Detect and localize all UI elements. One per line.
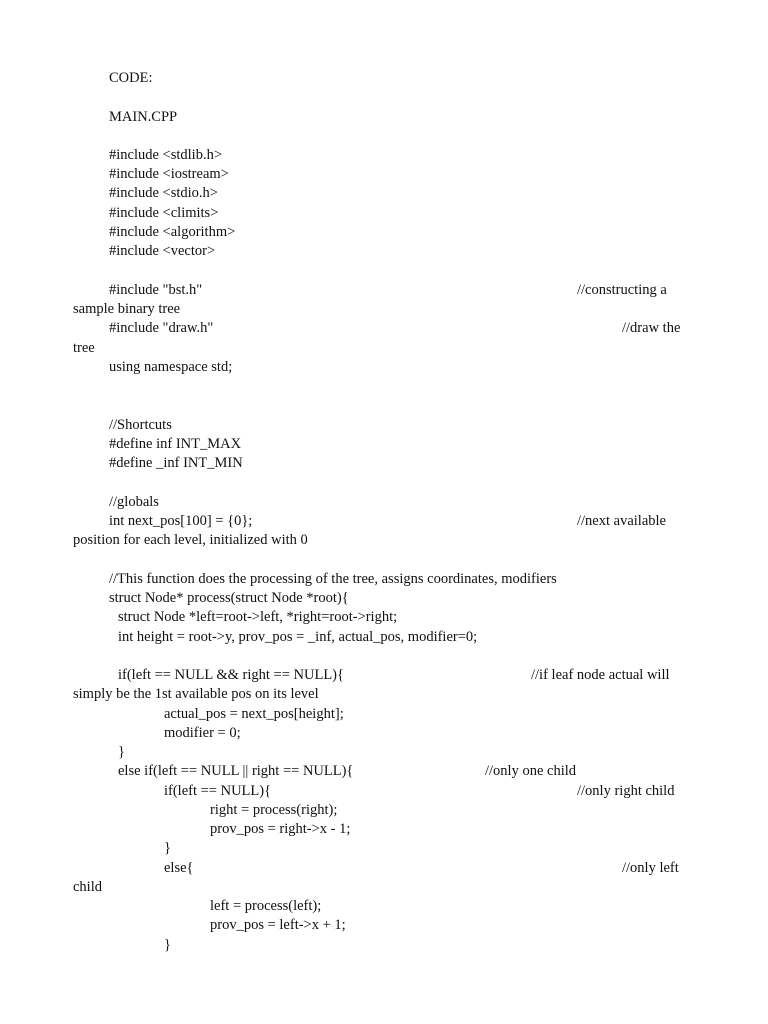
code-line: #define inf INT_MAX: [109, 436, 242, 452]
code-comment: //globals: [109, 494, 159, 510]
code-comment: //if leaf node actual will: [531, 667, 670, 683]
code-line: #include <iostream>: [109, 166, 229, 182]
code-line: #include <stdlib.h>: [109, 147, 223, 163]
code-line: else{: [164, 860, 194, 876]
code-line: actual_pos = next_pos[height];: [164, 706, 344, 722]
code-line: int next_pos[100] = {0};: [109, 513, 253, 529]
code-comment: //only right child: [577, 783, 675, 799]
code-comment-wrap: simply be the 1st available pos on its level: [73, 686, 319, 702]
code-line: left = process(left);: [210, 898, 322, 914]
code-line: #include <stdio.h>: [109, 185, 218, 201]
code-comment-wrap: tree: [73, 340, 95, 356]
code-line: else if(left == NULL || right == NULL){: [118, 763, 354, 779]
code-line: right = process(right);: [210, 802, 338, 818]
code-line: #include "bst.h": [109, 282, 203, 298]
code-line: #include <climits>: [109, 205, 219, 221]
code-line: #include <algorithm>: [109, 224, 236, 240]
code-line: modifier = 0;: [164, 725, 241, 741]
code-line: }: [118, 744, 125, 760]
code-line: }: [164, 840, 171, 856]
code-line: prov_pos = right->x - 1;: [210, 821, 351, 837]
code-comment-wrap: child: [73, 879, 102, 895]
code-line: int height = root->y, prov_pos = _inf, actual_pos, modifier=0;: [118, 629, 478, 645]
code-comment: //This function does the processing of the tree, assigns coordinates, modifiers: [109, 571, 557, 587]
code-line: }: [164, 937, 171, 953]
code-line: if(left == NULL){: [164, 783, 272, 799]
code-comment: //constructing a: [577, 282, 667, 298]
code-line: using namespace std;: [109, 359, 233, 375]
code-heading: CODE:: [109, 70, 153, 86]
code-comment: //only one child: [485, 763, 577, 779]
code-line: #include "draw.h": [109, 320, 214, 336]
code-comment: //next available: [577, 513, 666, 529]
code-line: struct Node *left=root->left, *right=root->right;: [118, 609, 398, 625]
code-comment: //Shortcuts: [109, 417, 172, 433]
code-line: if(left == NULL && right == NULL){: [118, 667, 344, 683]
code-comment: //only left: [622, 860, 679, 876]
code-line: #include <vector>: [109, 243, 216, 259]
code-line: struct Node* process(struct Node *root){: [109, 590, 349, 606]
file-name: MAIN.CPP: [109, 109, 178, 125]
code-comment: //draw the: [622, 320, 681, 336]
code-comment-wrap: position for each level, initialized with 0: [73, 532, 308, 548]
code-comment-wrap: sample binary tree: [73, 301, 181, 317]
code-line: #define _inf INT_MIN: [109, 455, 243, 471]
code-line: prov_pos = left->x + 1;: [210, 917, 346, 933]
